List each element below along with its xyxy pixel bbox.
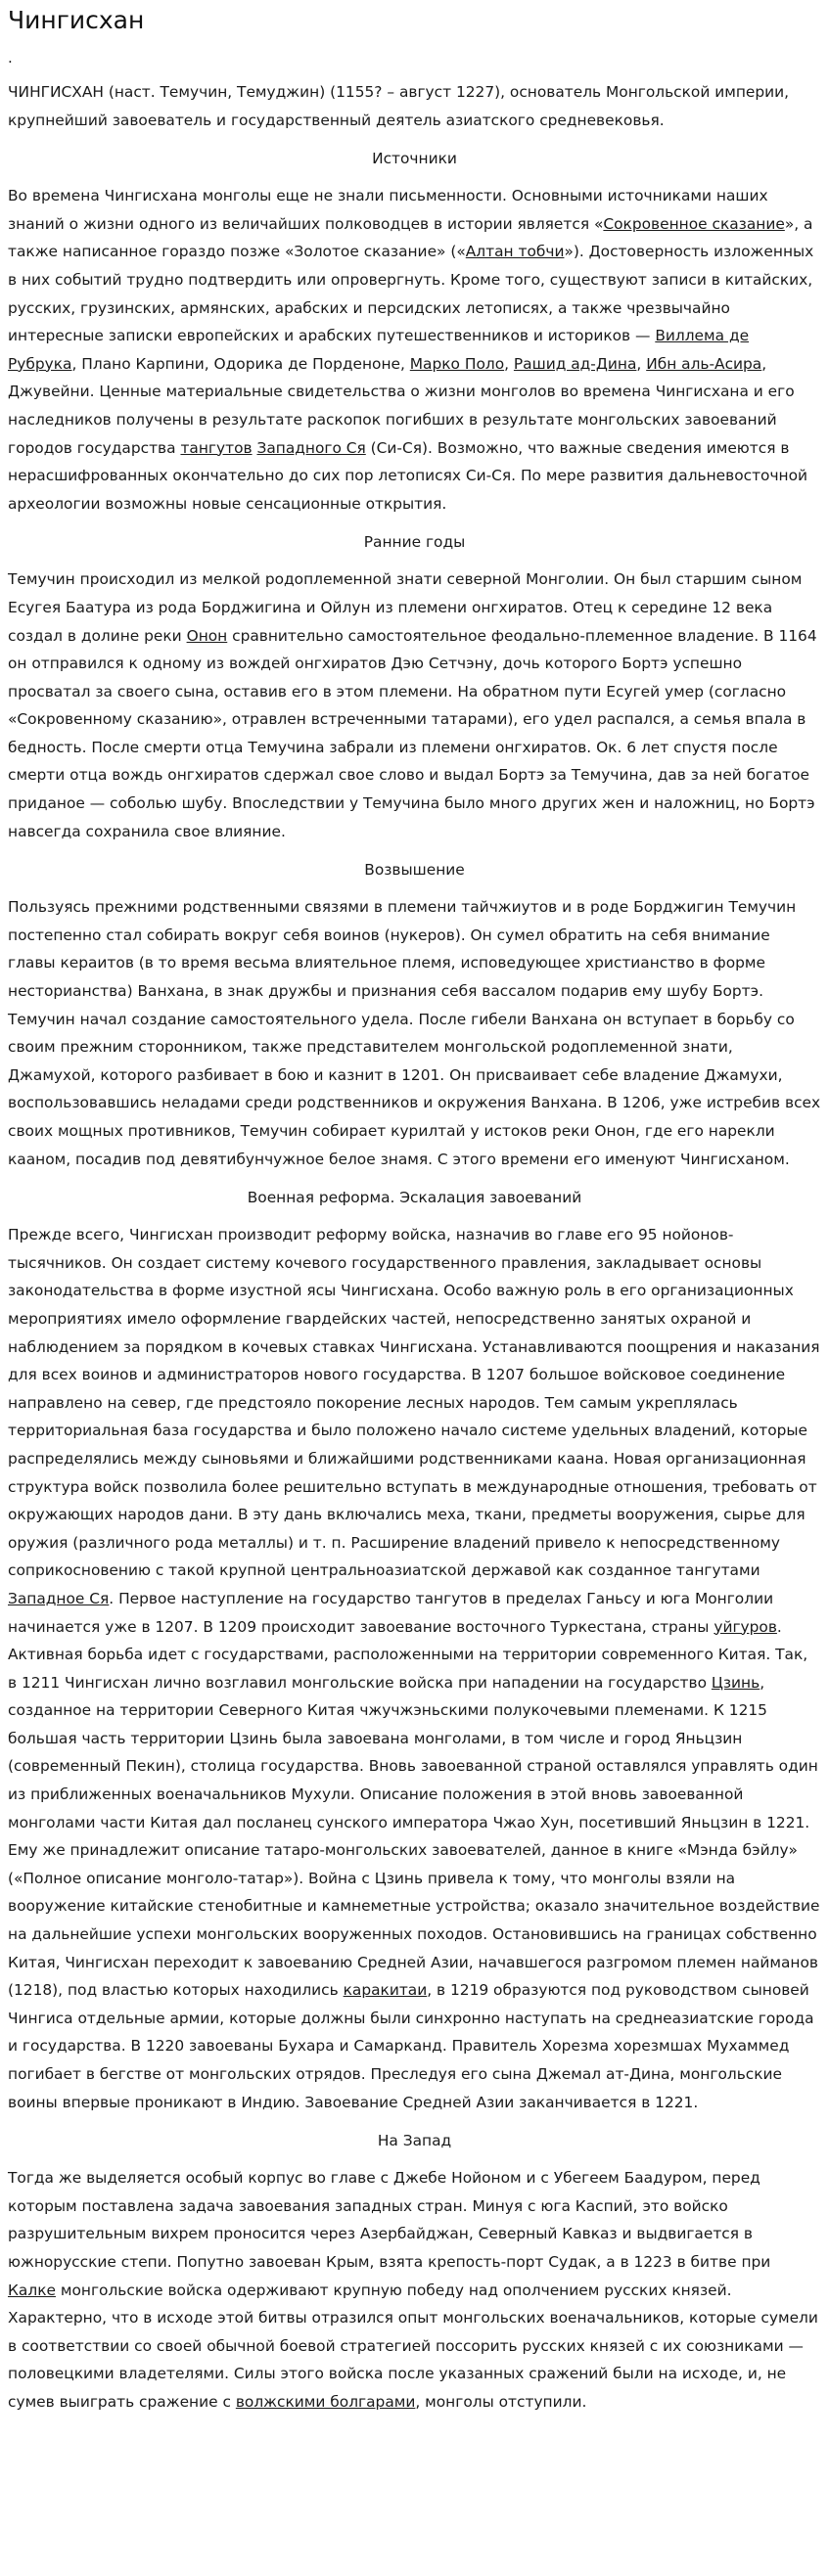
section-paragraph: Тогда же выделяется особый корпус во главе с Джебе Нойоном и с Убегеем Баадуром, перед которым поставлена задача завоевания западных стран. Минуя с юга Каспий, это войско разрушительным вихрем проносится через Азербайджан, Северный Кавказ и выдвигается в южнорусские степи. Попутно завоеван Крым, взята крепость-порт Судак, а в 1223 в битве при Калке монгольские войска одерживают крупную победу над ополчением русских князей. Характерно, что в исходе этой битвы отразился опыт монгольских военачальников, которые сумели в соответствии со своей обычной боевой стратегией поссорить русских князей с их союзниками — половецкими владетелями. Силы этого войска после указанных сражений были на исходе, и, не сумев выиграть сражение с волжскими болгарами, монголы отступили. — [8, 2169, 818, 2411]
article-link[interactable]: тангутов — [180, 438, 253, 457]
article-link[interactable]: Западное Ся — [8, 1589, 110, 1607]
article-link[interactable]: Рашид ад-Дина — [513, 354, 637, 373]
article-body — [8, 78, 821, 2417]
article-link[interactable]: Алтан тобчи — [465, 243, 565, 261]
article-link[interactable]: Марко Поло — [409, 354, 505, 373]
article-link[interactable]: Виллема де Рубрука — [8, 327, 750, 373]
article-link[interactable]: Калке — [8, 2281, 56, 2299]
section-paragraph: Прежде всего, Чингисхан производит реформу войска, назначив во главе его 95 нойонов-тысячников. Он создает систему кочевого государственного правления, закладывает основы законодательства в форме изустной ясы Чингисхана. Особо важную роль в его организационных мероприятиях имело оформление гвардейских частей, непосредственно занятых охраной и наблюдением за порядком в кочевых ставках Чингисхана. Устанавливаются поощрения и наказания для всех воинов и администраторов нового государства. В 1207 большое войсковое соединение направлено на север, где предстояло покорение лесных народов. Тем самым укреплялась территориальная база государства и было положено начало системе удельных владений, которые распределялись между сыновьями и ближайшими родственниками каана. Новая организационная структура войск позволила более решительно вступать в международные отношения, требовать от окружающих народов дани. В эту дань включались меха, ткани, предметы вооружения, сырье для оружия (различного рода металлы) и т. п. Расширение владений привело к непосредственному соприкосновению с такой крупной центральноазиатской державой как созданное тангутами Западное Ся. Первое наступление на государство тангутов в пределах Ганьсу и юга Монголии начинается уже в 1207. В 1209 происходит завоевание восточного Туркестана, страны уйгуров. Активная борьба идет с государствами, расположенными на территории современного Китая. Так, в 1211 Чингисхан лично возглавил монгольские войска при нападении на государство Цзинь, созданное на территории Северного Китая чжучжэньскими полукочевыми племенами. К 1215 большая часть территории Цзинь была завоевана монголами, в том числе и город Яньцзин (современный Пекин), столица государства. Вновь завоеванной страной оставлялся управлять один из приближенных военачальников Мухули. Описание положения в этой вновь завоеванной монголами части Китая дал посланец сунского императора Чжао Хун, посетивший Яньцзин в 1221. Ему же принадлежит описание татаро-монгольских завоевателей, данное в книге «Мэнда бэйлу» («Полное описание монголо-татар»). Война с Цзинь привела к тому, что монголы взяли на вооружение китайские стенобитные и камнеметные устройства; оказало значительное воздействие на дальнейшие успехи монгольских вооруженных походов. Остановившись на границах собственно Китая, Чингисхан переходит к завоеванию Средней Азии, начавшегося разгромом племен найманов (1218), под властью которых находились каракитаи, в 1219 образуются под руководством сыновей Чингиса отдельные армии, которые должны были синхронно наступать на среднеазиатские города и государства. В 1220 завоеваны Бухара и Самарканд. Правитель Хорезма хорезмшах Мухаммед погибает в бегстве от монгольских отрядов. Преследуя его сына Джемал ат-Дина, монгольские воины впервые проникают в Индию. Завоевание Средней Азии заканчивается в 1221. — [8, 1226, 820, 2111]
section-heading: Источники — [372, 150, 457, 168]
section-paragraph: Темучин происходил из мелкой родоплеменной знати северной Монголии. Он был старшим сыном Есугея Баатура из рода Борджигина и Ойлун из племени онгхиратов. Отец к середине 12 века создал в долине реки Онон сравнительно самостоятельное феодально-племенное владение. В 1164 он отправился к одному из вождей онгхиратов Дэю Сетчэну, дочь которого Бортэ успешно просватал за своего сына, оставив его в этом племени. На обратном пути Есугей умер (согласно «Сокровенному сказанию», отравлен встреченными татарами), его удел распался, а семья впала в бедность. После смерти отца Темучина забрали из племени онгхиратов. Ок. 6 лет спустя после смерти отца вождь онгхиратов сдержал свое слово и выдал Бортэ за Темучина, дав за ней богатое приданое — соболью шубу. Впоследствии у Темучина было много других жен и наложниц, но Бортэ навсегда сохранила свое влияние. — [8, 570, 817, 840]
section-paragraph: Во времена Чингисхана монголы еще не знали письменности. Основными источниками наших знаний о жизни одного из величайших полководцев в истории является «Сокровенное сказание», а также написанное гораздо позже «Золотое сказание» («Алтан тобчи»). Достоверность изложенных в них событий трудно подтвердить или опровергнуть. Кроме того, существуют записи в китайских, русских, грузинских, армянских, арабских и персидских летописях, а также чрезвычайно интересные записки европейских и арабских путешественников и историков — Виллема де Рубрука, Плано Карпини, Одорика де Порденоне, Марко Поло, Рашид ад-Дина, Ибн аль-Асира, Джувейни. Ценные материальные свидетельства о жизни монголов во времена Чингисхана и его наследников получены в результате раскопок погибших в результате монгольских завоеваний городов государства тангутов Западного Ся (Си-Ся). Возможно, что важные сведения имеются в нерасшифрованных окончательно до сих пор летописях Си-Ся. По мере развития дальневосточной археологии возможны новые сенсационные открытия. — [8, 187, 814, 513]
article-link[interactable]: Онон — [186, 626, 228, 645]
article-link[interactable]: Цзинь — [711, 1673, 760, 1692]
section-heading: Ранние годы — [363, 533, 466, 552]
article-link[interactable]: Сокровенное сказание — [603, 214, 785, 233]
page-title: Чингисхан — [8, 6, 145, 34]
article-link[interactable]: уйгуров — [714, 1617, 777, 1636]
section-paragraph: ЧИНГИСХАН (наст. Темучин, Темуджин) (1155? – август 1227), основатель Монгольской империи, крупнейший завоеватель и государственный деятель азиатского средневековья. — [8, 83, 790, 129]
section-paragraph: Пользуясь прежними родственными связями в племени тайчжиутов и в роде Борджигин Темучин постепенно стал собирать вокруг себя воинов (нукеров). Он сумел обратить на себя внимание главы кераитов (в то время весьма влиятельное племя, исповедующее христианство в форме несторианства) Ванхана, в знак дружбы и признания себя вассалом подарив ему шубу Бортэ. Темучин начал создание самостоятельного удела. После гибели Ванхана он вступает в борьбу со своим прежним сторонником, также представителем монгольской родоплеменной знати, Джамухой, которого разбивает в бою и казнит в 1201. Он присваивает себе владение Джамухи, воспользовавшись неладами среди родственников и окружения Ванхана. В 1206, уже истребив всех своих мощных противников, Темучин собирает курилтай у истоков реки Онон, где его нарекли кааном, посадив под девятибунчужное белое знамя. С этого времени его именуют Чингисханом. — [8, 898, 821, 1168]
section-heading: Военная реформа. Эскалация завоеваний — [247, 1189, 582, 1207]
article-link[interactable]: Западного Ся — [256, 438, 366, 457]
dot-marker: . — [8, 49, 13, 67]
article — [0, 6, 829, 2430]
section-heading: На Запад — [377, 2132, 452, 2150]
section-heading: Возвышение — [364, 861, 465, 880]
article-link[interactable]: волжскими болгарами — [235, 2392, 416, 2411]
article-link[interactable]: Ибн аль-Асира — [646, 354, 762, 373]
article-link[interactable]: каракитаи — [343, 1981, 428, 2000]
